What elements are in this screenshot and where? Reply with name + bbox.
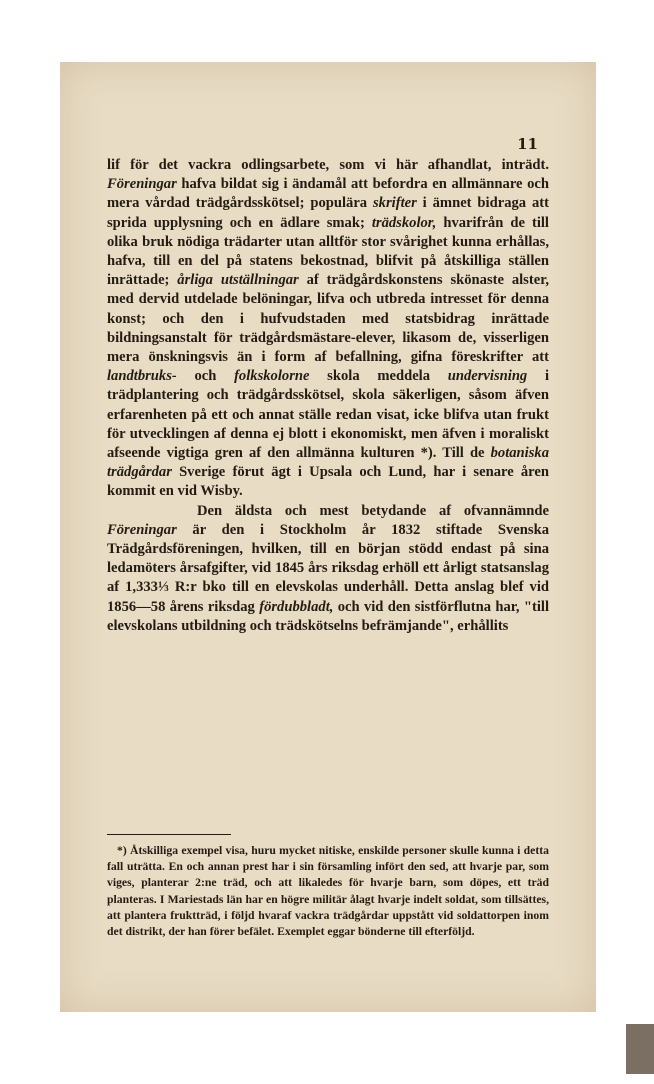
text-run: af trädgårdskonstens skönaste alster, med dervid utdelade belöningar, lifva och utbreda intresset för denna konst; och den i hufvudstaden med statsbidrag inrättade bildningsanstalt för trädgårdsmästare-elever, likasom de, visserligen mera önskningsvis än i form af befallning, gifna föreskrifter att bbox=[107, 272, 549, 366]
page-number: 11 bbox=[517, 135, 538, 153]
text-run: i trädplantering och trädgårdsskötsel, skola säkerligen, såsom äfven erfarenheten på ett och annat ställe redan visat, icke blifva utan frukt för utvecklingen af denna ej blott i ekonomiskt, men äfven i moraliskt afseende vigtiga gren af den allmänna kulturen *). Till de bbox=[107, 368, 549, 462]
footnote-rule bbox=[107, 834, 231, 835]
body-text bbox=[107, 156, 549, 636]
footnote bbox=[107, 843, 549, 940]
text-run: Den äldsta och mest betydande af ofvannämnde bbox=[197, 502, 549, 519]
book-page-scan bbox=[60, 62, 596, 1012]
text-run: hafva bildat sig i ändamål att befordra en allmännare och mera vårdad trädgårdsskötsel; populära bbox=[107, 176, 549, 212]
italic-term: skrifter bbox=[373, 195, 417, 212]
italic-term: undervisning bbox=[447, 368, 528, 385]
text-run: i ämnet bidraga att sprida upplysning och en ädlare smak; bbox=[107, 195, 549, 231]
italic-term: fördubbladt, bbox=[259, 598, 334, 615]
text-run: och bbox=[176, 368, 235, 385]
italic-term: landtbruks- bbox=[107, 368, 177, 385]
italic-term: Föreningar bbox=[107, 176, 177, 193]
italic-term: Föreningar bbox=[107, 521, 177, 538]
text-run: hvarifrån de till olika bruk nödiga trädarter utan alltför stor svårighet kunna erhållas, hafva, till en del på statens bekostnad, blifvit på åtskilliga ställen inrättade; bbox=[107, 214, 549, 289]
italic-term: trädskolor, bbox=[371, 214, 437, 231]
text-run: Sverige förut ägt i Upsala och Lund, har i senare åren kommit en vid Wisby. bbox=[107, 464, 549, 500]
text-run: skola meddela bbox=[309, 368, 448, 385]
italic-term: årliga utställningar bbox=[177, 272, 299, 289]
italic-term: folkskolorne bbox=[234, 368, 310, 385]
footnote-text: *) Åtskilliga exempel visa, huru mycket nitiske, enskilde personer skulle kunna i detta fall uträtta. En och annan prest har i sin församling infört den sed, att hvarje par, som viges, planterar 2:ne träd, och att likaledes för hvarje barn, som döpes, ett träd planteras. I Mariestads län har en högre militär ålagt hvarje indelt soldat, som tillsättes, att plantera fruktträd, i följd hvaraf vackra trädgårdar uppstått vid soldattorpen inom det distrikt, der han förer befälet. Exemplet eggar bönderne till efterföljd. bbox=[107, 844, 549, 939]
scan-edge-shadow bbox=[626, 1024, 654, 1074]
italic-term: botaniska trädgårdar bbox=[107, 445, 549, 481]
text-run: lif för det vackra odlingsarbete, som vi här afhandlat, inträdt. bbox=[107, 157, 549, 173]
text-run: och vid den sistförflutna har, "till elevskolans utbildning och trädskötselns befrämjande", erhållits bbox=[107, 598, 549, 634]
paragraph-1 bbox=[107, 156, 549, 502]
paragraph-2 bbox=[107, 502, 549, 636]
text-run: är den i Stockholm år 1832 stiftade Svenska Trädgårdsföreningen, hvilken, till en början stödd endast på sina ledamöters årsafgifter, vid 1845 års riksdag erhöll ett årligt statsanslag af 1,333⅓ R:r bko till en elevskolas underhåll. Detta anslag blef vid 1856—58 årens riksdag bbox=[107, 521, 549, 615]
